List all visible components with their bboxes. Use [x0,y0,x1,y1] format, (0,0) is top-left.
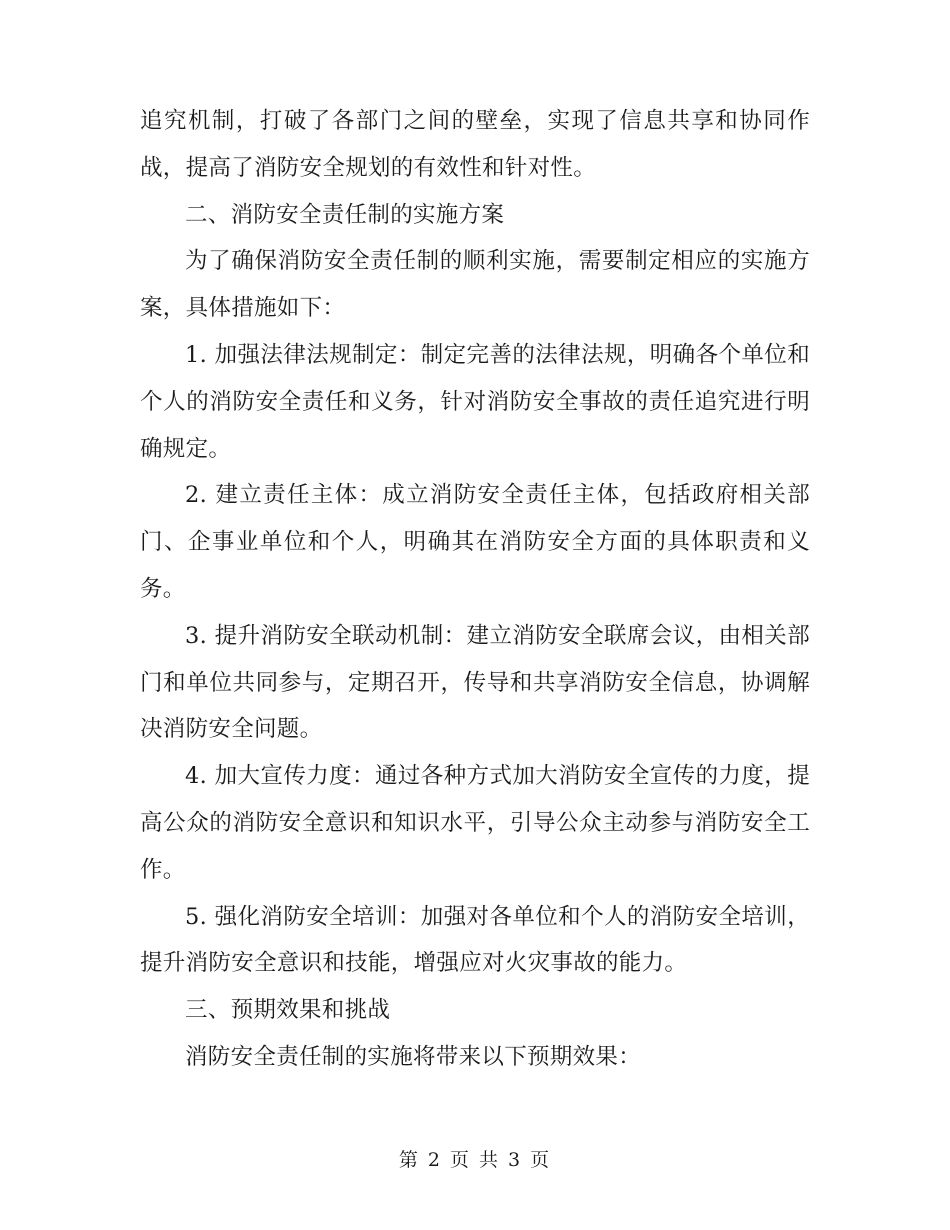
page-number-footer: 第 2 页 共 3 页 [398,1149,552,1171]
paragraph-intro: 为了确保消防安全责任制的顺利实施，需要制定相应的实施方案，具体措施如下： [140,248,810,322]
paragraph-continuation: 追究机制，打破了各部门之间的壁垒，实现了信息共享和协同作战，提高了消防安全规划的有效性和针对性。 [140,108,810,181]
list-item-1: 1. 加强法律法规制定：制定完善的法律法规，明确各个单位和个人的消防安全责任和义务，针对消防安全事故的责任追究进行明确规定。 [140,341,810,462]
list-item-4: 4. 加大宣传力度：通过各种方式加大消防安全宣传的力度，提高公众的消防安全意识和知识水平，引导公众主动参与消防安全工作。 [140,763,810,883]
paragraph-expected-effects: 消防安全责任制的实施将带来以下预期效果： [185,1043,642,1070]
list-item-2: 2. 建立责任主体：成立消防安全责任主体，包括政府相关部门、企事业单位和个人，明确其在消防安全方面的具体职责和义务。 [140,482,810,602]
list-item-3: 3. 提升消防安全联动机制：建立消防安全联席会议，由相关部门和单位共同参与，定期召开，传导和共享消防安全信息，协调解决消防安全问题。 [140,622,810,743]
section-heading-3: 三、预期效果和挑战 [185,997,391,1024]
section-heading-2: 二、消防安全责任制的实施方案 [185,201,505,228]
document-body [140,98,810,1081]
list-item-5: 5. 强化消防安全培训：加强对各单位和个人的消防安全培训，提升消防安全意识和技能，增强应对火灾事故的能力。 [140,903,810,977]
